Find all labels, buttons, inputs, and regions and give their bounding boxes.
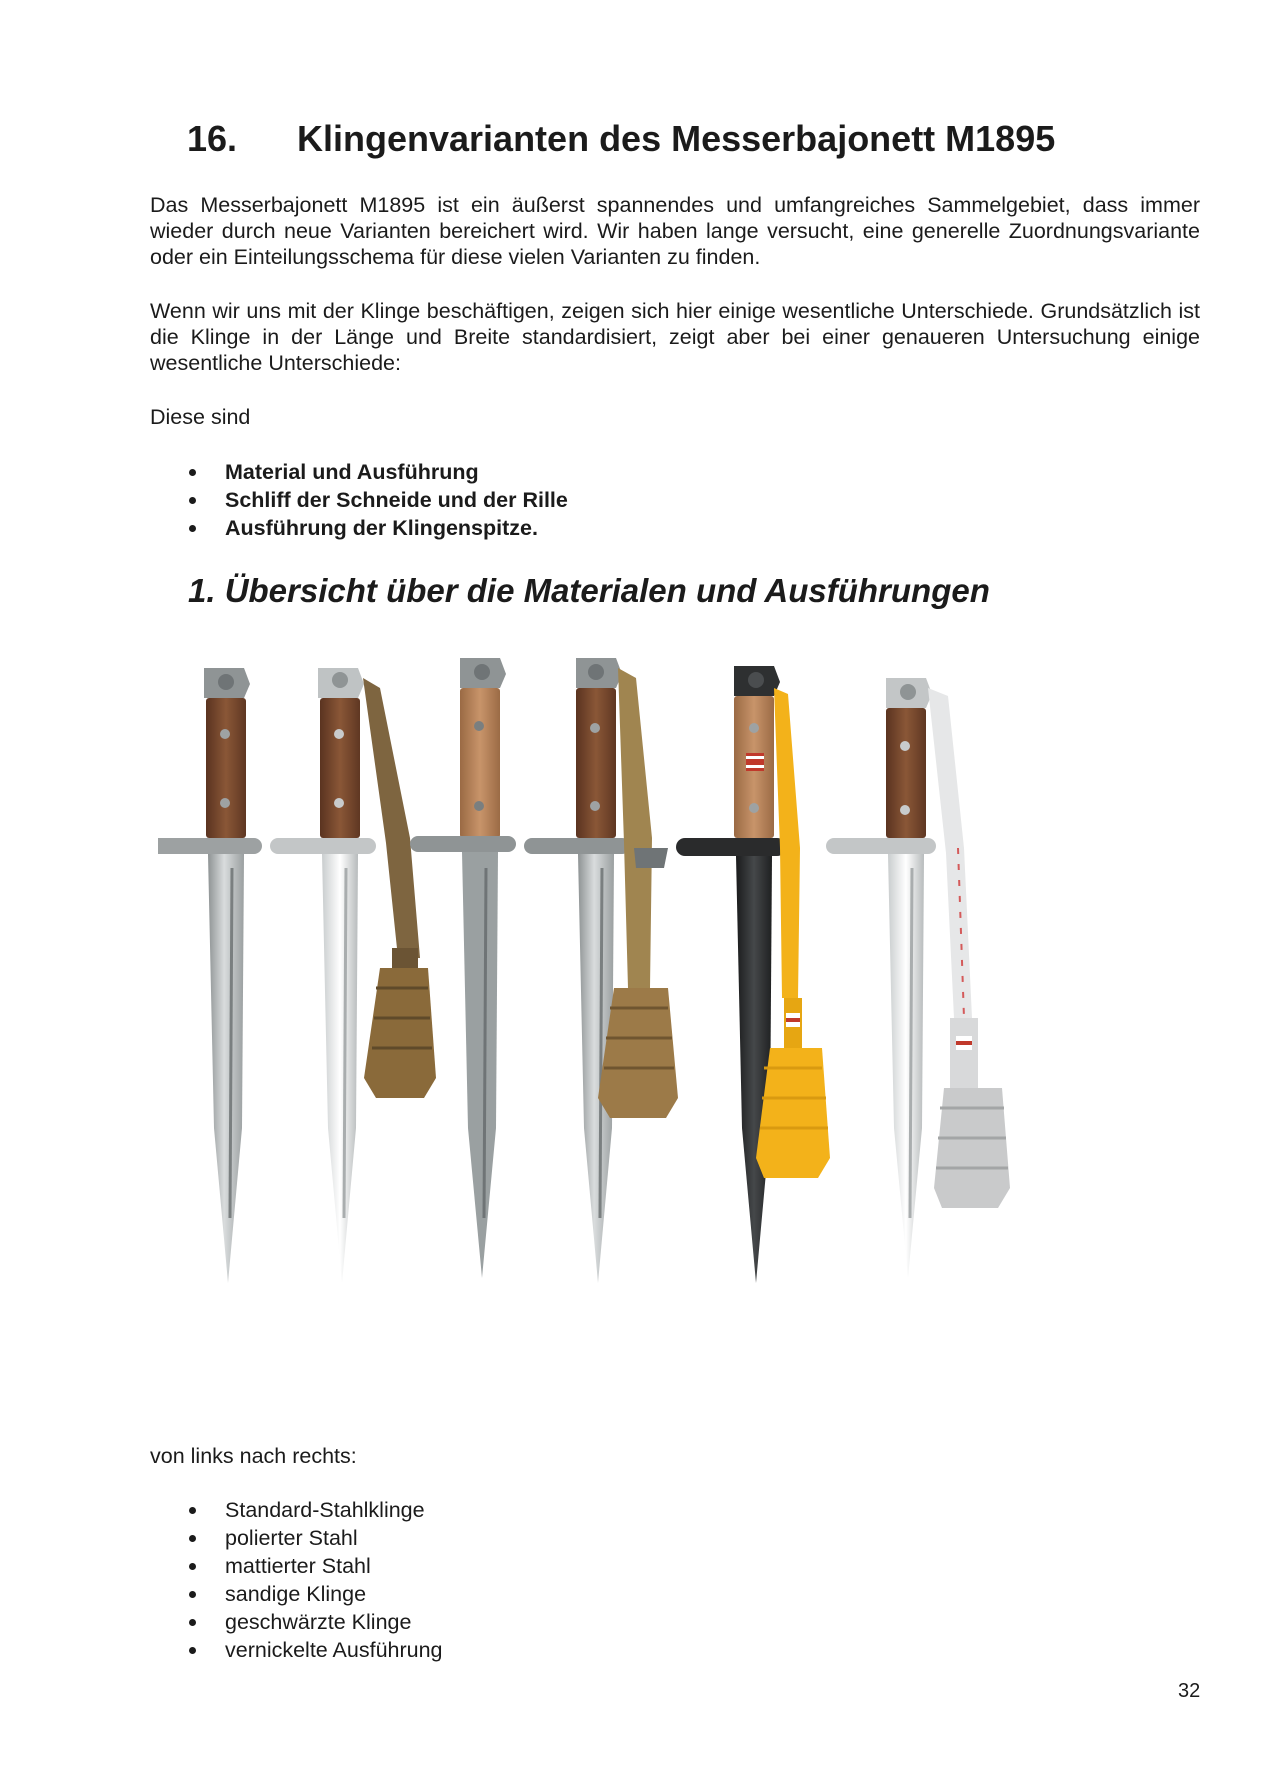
list-item: vernickelte Ausführung [186,1636,443,1664]
blade-paragraph: Wenn wir uns mit der Klinge beschäftigen, zeigen sich hier einige wesentliche Unterschiede. Grundsätzlich ist die Klinge in der Länge und Breite standardisiert, zeigt aber bei einer genaueren Untersuchung einige wesentliche Unterschiede: [150,299,1200,375]
page-number: 32 [1178,1680,1201,1702]
chapter-number: 16. [187,118,238,159]
list-item: Material und Ausführung [186,458,568,486]
list-item: polierter Stahl [186,1524,443,1552]
bullet-icon [189,497,196,504]
section-subheading: 1. Übersicht über die Materialen und Ausführungen [188,572,990,609]
intro-paragraph: Das Messerbajonett M1895 ist ein äußerst spannendes und umfangreiches Sammelgebiet, dass immer wieder durch neue Varianten bereichert wird. Wir haben lange versucht, eine generelle Zuordnungsvariante oder ein Einteilungsschema für diese vielen Varianten zu finden. [150,193,1200,269]
bullet-icon [189,1563,196,1570]
list-item: Standard-Stahlklinge [186,1496,443,1524]
list-item: mattierter Stahl [186,1552,443,1580]
photo-caption: von links nach rechts: [150,1444,357,1468]
chapter-heading [187,118,1055,160]
list-item: Ausführung der Klingenspitze. [186,514,568,542]
chapter-title: Klingenvarianten des Messerbajonett M1895 [297,118,1056,159]
bullet-icon [189,1507,196,1514]
list-lead-in: Diese sind [150,405,251,429]
list-item: geschwärzte Klinge [186,1608,443,1636]
differences-list [186,458,568,542]
bayonet-polished-steel [270,668,436,1283]
list-item: sandige Klinge [186,1580,443,1608]
bullet-icon [189,1619,196,1626]
bayonet-blackened-blade [676,666,830,1283]
bullet-icon [189,525,196,532]
bullet-icon [189,469,196,476]
bullet-icon [189,1591,196,1598]
variants-list [186,1496,443,1692]
bayonet-standard-steel [158,668,262,1283]
bullet-icon [189,1535,196,1542]
bayonet-nickel-plated [826,678,1010,1278]
list-item: Schliff der Schneide und der Rille [186,486,568,514]
bayonet-sandy-blade [524,658,678,1283]
bullet-icon [189,1647,196,1654]
bayonet-photo [158,658,1203,1400]
